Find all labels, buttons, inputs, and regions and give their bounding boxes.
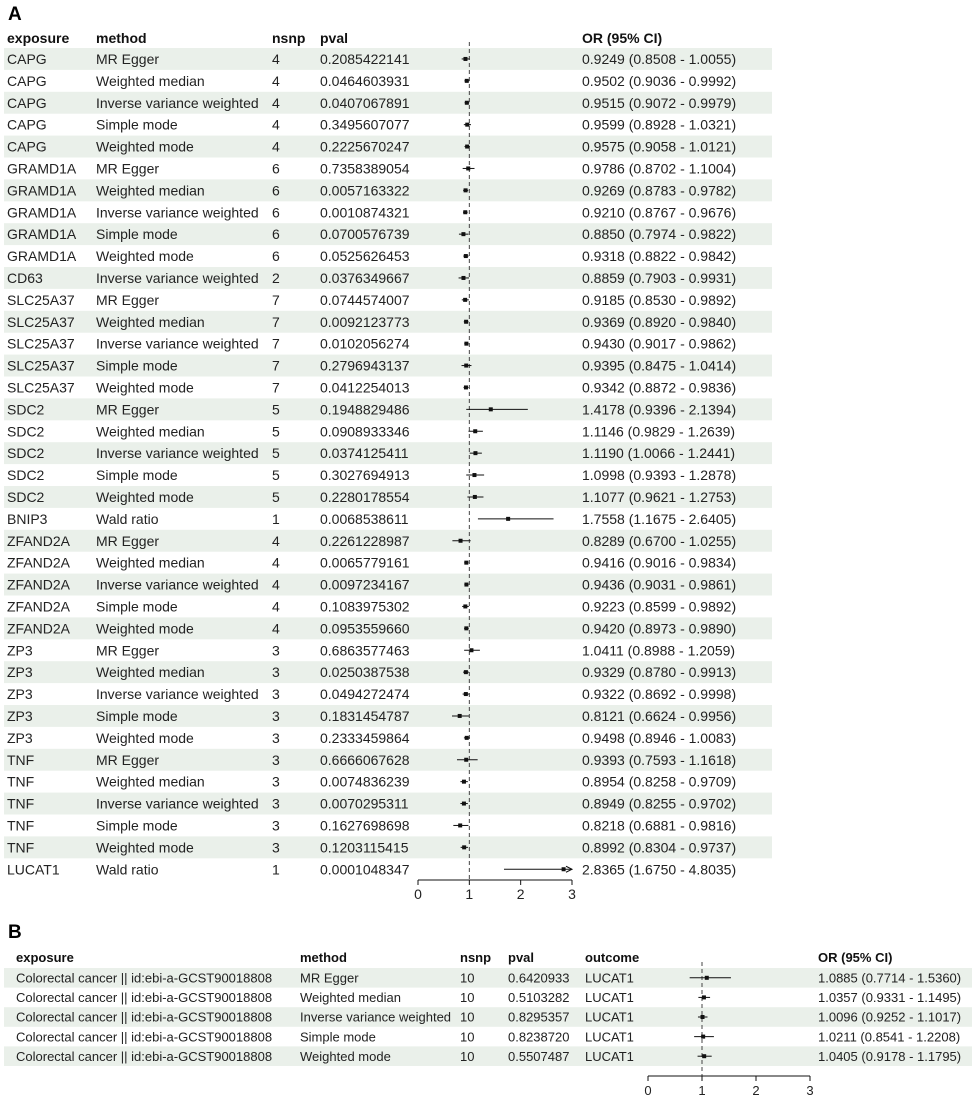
nsnp-cell: 3 (272, 642, 280, 659)
exposure-cell: SDC2 (7, 467, 45, 484)
or-ci-cell: 1.0357 (0.9331 - 1.1495) (818, 990, 962, 1006)
or-ci-cell: 0.8859 (0.7903 - 0.9931) (582, 269, 737, 286)
or-ci-cell: 0.9210 (0.8767 - 0.9676) (582, 204, 737, 221)
or-point (463, 604, 467, 608)
pval-cell: 0.2280178554 (320, 488, 410, 505)
exposure-cell: Colorectal cancer || id:ebi-a-GCST90018808 (16, 970, 273, 986)
pval-cell: 0.8295357 (508, 1009, 570, 1025)
or-ci-cell: 1.1146 (0.9829 - 1.2639) (582, 423, 736, 440)
panel-label-A: A (8, 4, 22, 25)
method-cell: Weighted mode (96, 248, 194, 265)
pval-cell: 0.5103282 (508, 990, 570, 1006)
pval-cell: 0.2225670247 (320, 138, 410, 155)
nsnp-cell: 6 (272, 160, 280, 177)
method-cell: Weighted median (96, 423, 205, 440)
exposure-cell: TNF (7, 795, 35, 812)
x-tick-label: 0 (414, 886, 422, 902)
nsnp-cell: 6 (272, 182, 280, 199)
pval-cell: 0.0407067891 (320, 94, 410, 111)
exposure-cell: Colorectal cancer || id:ebi-a-GCST90018808 (16, 1009, 273, 1025)
pval-cell: 0.2796943137 (320, 357, 410, 374)
method-cell: MR Egger (96, 642, 160, 659)
x-tick-label: 3 (806, 1083, 814, 1098)
method-cell: Simple mode (96, 467, 178, 484)
pval-cell: 0.0057163322 (320, 182, 410, 199)
pval-cell: 0.0074836239 (320, 773, 410, 790)
or-point (462, 780, 466, 784)
or-point (464, 626, 468, 630)
method-cell: Weighted mode (96, 839, 194, 856)
method-cell: Weighted median (96, 313, 205, 330)
exposure-cell: ZFAND2A (7, 554, 71, 571)
nsnp-cell: 7 (272, 291, 280, 308)
or-ci-cell: 1.1190 (1.0066 - 1.2441) (582, 445, 736, 462)
pval-cell: 0.5507487 (508, 1048, 570, 1064)
exposure-cell: GRAMD1A (7, 182, 77, 199)
exposure-cell: CAPG (7, 72, 47, 89)
exposure-cell: CAPG (7, 94, 47, 111)
method-cell: Inverse variance weighted (300, 1009, 452, 1025)
or-point (465, 79, 469, 83)
nsnp-cell: 1 (272, 510, 280, 527)
nsnp-cell: 3 (272, 817, 280, 834)
exposure-cell: SLC25A37 (7, 335, 75, 352)
or-ci-cell: 1.7558 (1.1675 - 2.6405) (582, 510, 737, 527)
nsnp-cell: 3 (272, 707, 280, 724)
or-ci-cell: 0.9322 (0.8692 - 0.9998) (582, 686, 737, 703)
method-cell: Weighted median (96, 664, 205, 681)
or-point (506, 517, 510, 521)
exposure-cell: TNF (7, 773, 35, 790)
pval-cell: 0.0908933346 (320, 423, 410, 440)
or-point (465, 145, 469, 149)
or-ci-cell: 0.8992 (0.8304 - 0.9737) (582, 839, 737, 856)
exposure-cell: ZFAND2A (7, 532, 71, 549)
exposure-cell: SDC2 (7, 488, 45, 505)
pval-cell: 0.0102056274 (320, 335, 410, 352)
or-ci-cell: 0.9599 (0.8928 - 1.0321) (582, 116, 737, 133)
exposure-cell: TNF (7, 839, 35, 856)
pval-cell: 0.0068538611 (320, 510, 409, 527)
method-cell: Simple mode (96, 116, 178, 133)
pval-cell: 0.2333459864 (320, 729, 410, 746)
or-point (464, 692, 468, 696)
nsnp-cell: 10 (460, 970, 475, 986)
or-ci-cell: 0.9420 (0.8973 - 0.9890) (582, 620, 737, 637)
or-point (702, 1054, 706, 1058)
exposure-cell: CD63 (7, 269, 43, 286)
exposure-cell: LUCAT1 (7, 861, 60, 878)
or-point (459, 539, 463, 543)
exposure-cell: SLC25A37 (7, 379, 75, 396)
exposure-cell: Colorectal cancer || id:ebi-a-GCST90018808 (16, 1029, 273, 1045)
exposure-cell: BNIP3 (7, 510, 48, 527)
pval-cell: 0.6666067628 (320, 751, 410, 768)
column-header-exposure: exposure (7, 30, 70, 46)
or-ci-cell: 0.8289 (0.6700 - 1.0255) (582, 532, 737, 549)
or-point (466, 166, 470, 170)
pval-cell: 0.2085422141 (320, 50, 410, 67)
or-point (705, 976, 709, 980)
or-ci-cell: 0.9185 (0.8530 - 0.9892) (582, 291, 737, 308)
or-ci-cell: 1.0411 (0.8988 - 1.2059) (582, 642, 736, 659)
nsnp-cell: 5 (272, 445, 280, 462)
nsnp-cell: 4 (272, 576, 280, 593)
method-cell: MR Egger (96, 291, 160, 308)
or-point (562, 867, 566, 871)
or-ci-cell: 0.9318 (0.8822 - 0.9842) (582, 248, 737, 265)
or-ci-cell: 0.9436 (0.9031 - 0.9861) (582, 576, 737, 593)
nsnp-cell: 3 (272, 729, 280, 746)
or-point (461, 276, 465, 280)
outcome-cell: LUCAT1 (585, 1029, 634, 1045)
method-cell: Wald ratio (96, 861, 159, 878)
nsnp-cell: 3 (272, 795, 280, 812)
exposure-cell: SLC25A37 (7, 291, 75, 308)
pval-cell: 0.6863577463 (320, 642, 410, 659)
x-tick-label: 3 (568, 886, 576, 902)
pval-cell: 0.0953559660 (320, 620, 410, 637)
method-cell: Inverse variance weighted (96, 576, 259, 593)
or-point (472, 473, 476, 477)
method-cell: Weighted mode (96, 729, 194, 746)
pval-cell: 0.1083975302 (320, 598, 410, 615)
exposure-cell: ZP3 (7, 642, 33, 659)
outcome-cell: LUCAT1 (585, 970, 634, 986)
pval-cell: 0.8238720 (508, 1029, 570, 1045)
method-cell: Weighted median (300, 990, 401, 1006)
method-cell: MR Egger (300, 970, 359, 986)
or-point (701, 1035, 705, 1039)
or-ci-cell: 0.9515 (0.9072 - 0.9979) (582, 94, 737, 111)
exposure-cell: Colorectal cancer || id:ebi-a-GCST90018808 (16, 990, 273, 1006)
nsnp-cell: 6 (272, 226, 280, 243)
nsnp-cell: 5 (272, 401, 280, 418)
pval-cell: 0.3027694913 (320, 467, 410, 484)
exposure-cell: SDC2 (7, 445, 45, 462)
or-point (463, 57, 467, 61)
or-point (465, 123, 469, 127)
method-cell: Inverse variance weighted (96, 204, 259, 221)
exposure-cell: TNF (7, 817, 35, 834)
nsnp-cell: 6 (272, 248, 280, 265)
panel-label-B: B (8, 922, 22, 943)
nsnp-cell: 3 (272, 751, 280, 768)
column-header-method: method (96, 30, 147, 46)
pval-cell: 0.1627698698 (320, 817, 410, 834)
pval-cell: 0.0065779161 (320, 554, 410, 571)
method-cell: MR Egger (96, 401, 160, 418)
or-point (461, 232, 465, 236)
or-ci-cell: 0.9342 (0.8872 - 0.9836) (582, 379, 737, 396)
or-point (464, 758, 468, 762)
x-tick-label: 1 (465, 886, 474, 902)
exposure-cell: ZFAND2A (7, 576, 71, 593)
exposure-cell: TNF (7, 751, 35, 768)
or-ci-cell: 0.9575 (0.9058 - 1.0121) (582, 138, 737, 155)
column-header-nsnp: nsnp (272, 30, 306, 46)
pval-cell: 0.6420933 (508, 970, 570, 986)
or-ci-cell: 0.8850 (0.7974 - 0.9822) (582, 226, 737, 243)
nsnp-cell: 4 (272, 138, 280, 155)
method-cell: Inverse variance weighted (96, 269, 259, 286)
or-ci-cell: 0.9498 (0.8946 - 1.0083) (582, 729, 737, 746)
or-point (462, 845, 466, 849)
method-cell: Inverse variance weighted (96, 795, 259, 812)
or-point (464, 385, 468, 389)
nsnp-cell: 6 (272, 204, 280, 221)
nsnp-cell: 1 (272, 861, 280, 878)
pval-cell: 0.0700576739 (320, 226, 410, 243)
x-tick-label: 2 (516, 886, 525, 902)
pval-cell: 0.0464603931 (320, 72, 410, 89)
or-ci-cell: 0.9430 (0.9017 - 0.9862) (582, 335, 737, 352)
column-header-exposure: exposure (16, 950, 74, 965)
or-ci-cell: 0.9416 (0.9016 - 0.9834) (582, 554, 737, 571)
pval-cell: 0.0412254013 (320, 379, 410, 396)
or-ci-cell: 1.0998 (0.9393 - 1.2878) (582, 467, 737, 484)
method-cell: Simple mode (96, 598, 178, 615)
method-cell: Weighted mode (96, 620, 194, 637)
pval-cell: 0.1948829486 (320, 401, 410, 418)
pval-cell: 0.0494272474 (320, 686, 410, 703)
method-cell: Simple mode (96, 707, 178, 724)
nsnp-cell: 4 (272, 50, 280, 67)
exposure-cell: SLC25A37 (7, 313, 75, 330)
nsnp-cell: 7 (272, 335, 280, 352)
exposure-cell: ZFAND2A (7, 620, 71, 637)
nsnp-cell: 10 (460, 1029, 475, 1045)
or-point (473, 429, 477, 433)
nsnp-cell: 7 (272, 379, 280, 396)
exposure-cell: GRAMD1A (7, 248, 77, 265)
or-point (464, 188, 468, 192)
nsnp-cell: 7 (272, 357, 280, 374)
method-cell: Weighted median (96, 554, 205, 571)
nsnp-cell: 10 (460, 1048, 475, 1064)
x-tick-label: 2 (752, 1083, 760, 1098)
pval-cell: 0.0374125411 (320, 445, 409, 462)
nsnp-cell: 10 (460, 1009, 475, 1025)
exposure-cell: SDC2 (7, 423, 45, 440)
or-point (464, 364, 468, 368)
column-header-outcome: outcome (585, 950, 640, 965)
method-cell: MR Egger (96, 751, 160, 768)
exposure-cell: GRAMD1A (7, 204, 77, 221)
or-ci-cell: 0.9393 (0.7593 - 1.1618) (582, 751, 737, 768)
or-point (473, 495, 477, 499)
nsnp-cell: 4 (272, 620, 280, 637)
method-cell: MR Egger (96, 50, 160, 67)
or-ci-cell: 0.9369 (0.8920 - 0.9840) (582, 313, 737, 330)
exposure-cell: CAPG (7, 138, 47, 155)
or-point (458, 823, 462, 827)
or-ci-cell: 1.4178 (0.9396 - 2.1394) (582, 401, 737, 418)
column-header-or-95-ci-: OR (95% CI) (582, 30, 663, 46)
method-cell: Simple mode (96, 817, 178, 834)
pval-cell: 0.1203115415 (320, 839, 409, 856)
method-cell: Simple mode (96, 226, 178, 243)
pval-cell: 0.0001048347 (320, 861, 410, 878)
exposure-cell: ZP3 (7, 664, 33, 681)
or-ci-cell: 0.9395 (0.8475 - 1.0414) (582, 357, 737, 374)
pval-cell: 0.0070295311 (320, 795, 409, 812)
or-point (464, 670, 468, 674)
nsnp-cell: 10 (460, 990, 475, 1006)
or-ci-cell: 2.8365 (1.6750 - 4.8035) (582, 861, 737, 878)
nsnp-cell: 5 (272, 467, 280, 484)
x-tick-label: 0 (644, 1083, 652, 1098)
nsnp-cell: 3 (272, 839, 280, 856)
exposure-cell: ZP3 (7, 729, 33, 746)
or-point (464, 342, 468, 346)
method-cell: Wald ratio (96, 510, 159, 527)
or-point (464, 254, 468, 258)
outcome-cell: LUCAT1 (585, 1009, 634, 1025)
or-ci-cell: 1.0211 (0.8541 - 1.2208) (818, 1029, 961, 1045)
nsnp-cell: 4 (272, 72, 280, 89)
or-point (462, 802, 466, 806)
column-header-method: method (300, 950, 347, 965)
nsnp-cell: 5 (272, 423, 280, 440)
or-ci-cell: 1.1077 (0.9621 - 1.2753) (582, 488, 737, 505)
pval-cell: 0.7358389054 (320, 160, 410, 177)
method-cell: Inverse variance weighted (96, 445, 259, 462)
exposure-cell: CAPG (7, 116, 47, 133)
or-ci-cell: 0.9249 (0.8508 - 1.0055) (582, 50, 737, 67)
method-cell: Weighted median (96, 182, 205, 199)
pval-cell: 0.0250387538 (320, 664, 410, 681)
or-point (463, 210, 467, 214)
or-ci-cell: 0.9223 (0.8599 - 0.9892) (582, 598, 737, 615)
pval-cell: 0.0744574007 (320, 291, 410, 308)
or-point (465, 101, 469, 105)
or-point (701, 1015, 705, 1019)
or-ci-cell: 1.0885 (0.7714 - 1.5360) (818, 970, 962, 986)
column-header-pval: pval (508, 950, 535, 965)
exposure-cell: SLC25A37 (7, 357, 75, 374)
column-header-or-95-ci-: OR (95% CI) (818, 950, 893, 965)
pval-cell: 0.0376349667 (320, 269, 410, 286)
method-cell: Weighted mode (300, 1048, 391, 1064)
exposure-cell: ZFAND2A (7, 598, 71, 615)
or-ci-cell: 0.9329 (0.8780 - 0.9913) (582, 664, 737, 681)
nsnp-cell: 3 (272, 686, 280, 703)
x-tick-label: 1 (698, 1083, 706, 1098)
method-cell: Weighted mode (96, 488, 194, 505)
nsnp-cell: 5 (272, 488, 280, 505)
method-cell: Inverse variance weighted (96, 335, 259, 352)
or-ci-cell: 1.0096 (0.9252 - 1.1017) (818, 1009, 962, 1025)
nsnp-cell: 3 (272, 773, 280, 790)
method-cell: Weighted mode (96, 379, 194, 396)
or-point (489, 407, 493, 411)
or-ci-cell: 0.9786 (0.8702 - 1.1004) (582, 160, 737, 177)
pval-cell: 0.3495607077 (320, 116, 410, 133)
or-ci-cell: 0.9269 (0.8783 - 0.9782) (582, 182, 737, 199)
exposure-cell: ZP3 (7, 686, 33, 703)
pval-cell: 0.1831454787 (320, 707, 410, 724)
exposure-cell: CAPG (7, 50, 47, 67)
nsnp-cell: 7 (272, 313, 280, 330)
nsnp-cell: 2 (272, 269, 280, 286)
method-cell: Inverse variance weighted (96, 94, 259, 111)
or-point (464, 561, 468, 565)
or-point (469, 648, 473, 652)
or-point (465, 736, 469, 740)
method-cell: Weighted mode (96, 138, 194, 155)
or-point (464, 583, 468, 587)
method-cell: MR Egger (96, 160, 160, 177)
outcome-cell: LUCAT1 (585, 990, 634, 1006)
or-ci-cell: 0.8218 (0.6881 - 0.9816) (582, 817, 737, 834)
method-cell: Weighted median (96, 72, 205, 89)
or-point (473, 451, 477, 455)
or-point (463, 298, 467, 302)
or-ci-cell: 0.8954 (0.8258 - 0.9709) (582, 773, 737, 790)
nsnp-cell: 4 (272, 532, 280, 549)
exposure-cell: Colorectal cancer || id:ebi-a-GCST90018808 (16, 1048, 273, 1064)
nsnp-cell: 4 (272, 554, 280, 571)
pval-cell: 0.0092123773 (320, 313, 410, 330)
exposure-cell: GRAMD1A (7, 226, 77, 243)
method-cell: Simple mode (96, 357, 178, 374)
or-ci-cell: 0.8121 (0.6624 - 0.9956) (582, 707, 737, 724)
pval-cell: 0.0525626453 (320, 248, 410, 265)
exposure-cell: SDC2 (7, 401, 45, 418)
nsnp-cell: 4 (272, 116, 280, 133)
or-ci-cell: 0.9502 (0.9036 - 0.9992) (582, 72, 737, 89)
nsnp-cell: 4 (272, 598, 280, 615)
pval-cell: 0.2261228987 (320, 532, 410, 549)
or-point (702, 995, 706, 999)
outcome-cell: LUCAT1 (585, 1048, 634, 1064)
method-cell: Simple mode (300, 1029, 376, 1045)
or-ci-cell: 0.8949 (0.8255 - 0.9702) (582, 795, 737, 812)
nsnp-cell: 4 (272, 94, 280, 111)
exposure-cell: GRAMD1A (7, 160, 77, 177)
pval-cell: 0.0097234167 (320, 576, 410, 593)
exposure-cell: ZP3 (7, 707, 33, 724)
or-point (464, 320, 468, 324)
method-cell: Inverse variance weighted (96, 686, 259, 703)
or-ci-cell: 1.0405 (0.9178 - 1.1795) (818, 1048, 962, 1064)
method-cell: MR Egger (96, 532, 160, 549)
method-cell: Weighted median (96, 773, 205, 790)
column-header-nsnp: nsnp (460, 950, 492, 965)
column-header-pval: pval (320, 30, 349, 46)
nsnp-cell: 3 (272, 664, 280, 681)
pval-cell: 0.0010874321 (320, 204, 410, 221)
or-point (458, 714, 462, 718)
